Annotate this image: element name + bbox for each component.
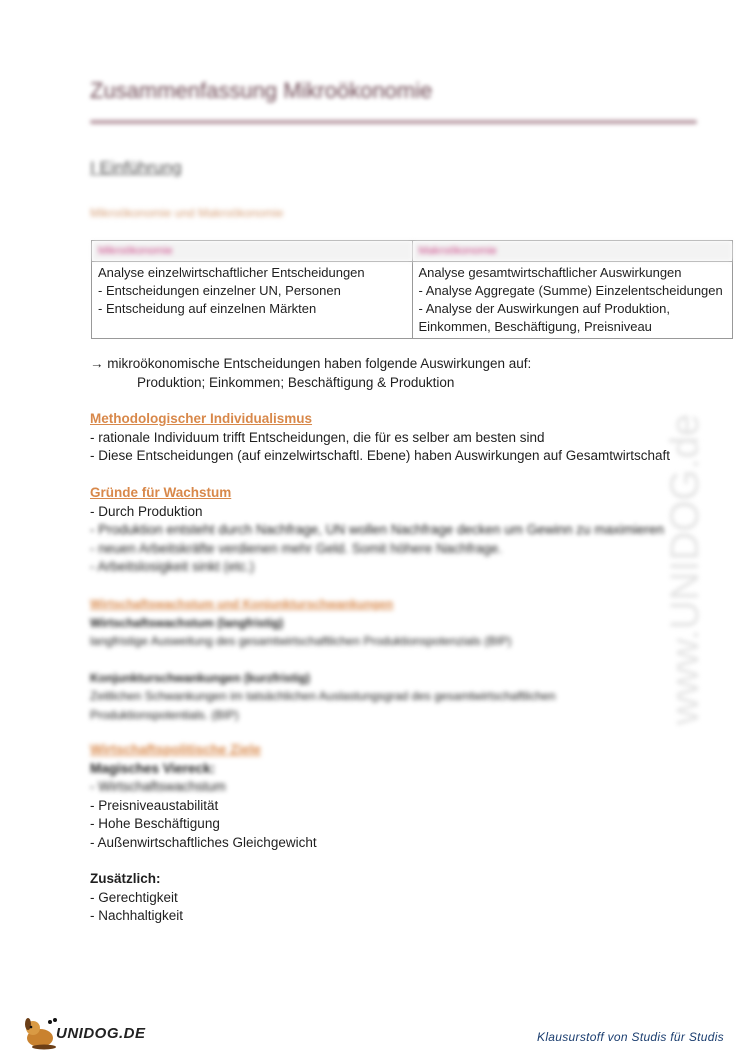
- bullet-line: - Hohe Beschäftigung: [90, 816, 220, 831]
- title-divider: [90, 120, 697, 124]
- growth-section: [90, 484, 664, 577]
- extra-section: [90, 870, 183, 926]
- table-header-macro: Makroökonomie: [412, 241, 733, 262]
- definition-text: langfristige Ausweitung des gesamtwirtschaftlichen Produktionspotenzials (BIP): [90, 634, 512, 648]
- table-line: - Analyse Aggregate (Summe) Einzelentscheidungen: [418, 283, 723, 298]
- table-line: - Entscheidung auf einzelnen Märkten: [98, 301, 317, 316]
- subheading: Wirtschaftswachstum (langfristig): [90, 615, 284, 630]
- effects-line: → mikroökonomische Entscheidungen haben folgende Auswirkungen auf:: [90, 356, 532, 371]
- footer-tagline: Klausurstoff von Studis für Studis: [537, 1030, 724, 1044]
- subheading: Zusätzlich:: [90, 871, 161, 886]
- definition-text: Zeitlichen Schwankungen im tatsächlichen Auslastungsgrad des gesamtwirtschaftlichen: [90, 689, 556, 703]
- table-heading: Mikroökonomie und Makroökonomie: [90, 206, 284, 220]
- definition-text: Produktionspotentials. (BIP): [90, 707, 239, 722]
- table-line: Einkommen, Beschäftigung, Preisniveau: [418, 319, 652, 334]
- policy-section: [90, 741, 317, 852]
- section-heading: Methodologischer Individualismus: [90, 411, 313, 426]
- footer-brand: UNIDOG.DE: [56, 1025, 146, 1042]
- bullet-line: - Gerechtigkeit: [90, 889, 178, 905]
- individualism-section: [90, 410, 670, 466]
- table-line: Analyse gesamtwirtschaftlicher Auswirkungen: [418, 265, 682, 280]
- chapter-heading: I Einführung: [90, 158, 182, 177]
- cycles-section: [90, 595, 556, 724]
- subheading: Magisches Viereck:: [90, 760, 216, 776]
- bullet-line: - Diese Entscheidungen (auf einzelwirtschaftl. Ebene) haben Auswirkungen auf Gesamtwirtschaft: [90, 448, 671, 463]
- subheading: Konjunkturschwankungen (kurzfristig): [90, 670, 311, 685]
- bullet-line: - Durch Produktion: [90, 503, 203, 519]
- section-heading: Wirtschaftspolitische Ziele: [90, 742, 261, 757]
- effects-block: [90, 354, 531, 392]
- page-title: Zusammenfassung Mikroökonomie: [90, 78, 433, 103]
- bullet-line: - Preisniveaustabilität: [90, 797, 219, 813]
- bullet-line: - Außenwirtschaftliches Gleichgewicht: [90, 834, 317, 850]
- table-cell-micro: [92, 262, 413, 339]
- table-line: - Analyse der Auswirkungen auf Produktion,: [418, 301, 670, 316]
- bullet-line: - Wirtschaftswachstum: [90, 779, 226, 794]
- bullet-line: - Produktion entsteht durch Nachfrage, UN wollen Nachfrage decken um Gewinn zu maximieren: [90, 522, 665, 537]
- bullet-line: - Arbeitslosigkeit sinkt (etc.): [90, 559, 255, 574]
- watermark-text: www.UNIDOG.de: [663, 413, 707, 725]
- table-header-micro: Mikroökonomie: [92, 241, 413, 262]
- table-line: - Entscheidungen einzelner UN, Personen: [98, 283, 341, 298]
- effects-list: Produktion; Einkommen; Beschäftigung & Produktion: [137, 375, 455, 390]
- table-line: Analyse einzelwirtschaftlicher Entscheidungen: [98, 265, 365, 280]
- bullet-line: - neuen Arbeitskräfte verdienen mehr Geld. Somit höhere Nachfrage.: [90, 540, 502, 556]
- watermark: [660, 300, 720, 730]
- bullet-line: - Nachhaltigkeit: [90, 908, 184, 923]
- section-heading: Gründe für Wachstum: [90, 485, 232, 500]
- comparison-table: [91, 240, 733, 339]
- section-heading: Wirtschaftswachstum und Konjunkturschwankungen: [90, 597, 394, 611]
- bullet-line: - rationale Individuum trifft Entscheidungen, die für es selber am besten sind: [90, 429, 545, 445]
